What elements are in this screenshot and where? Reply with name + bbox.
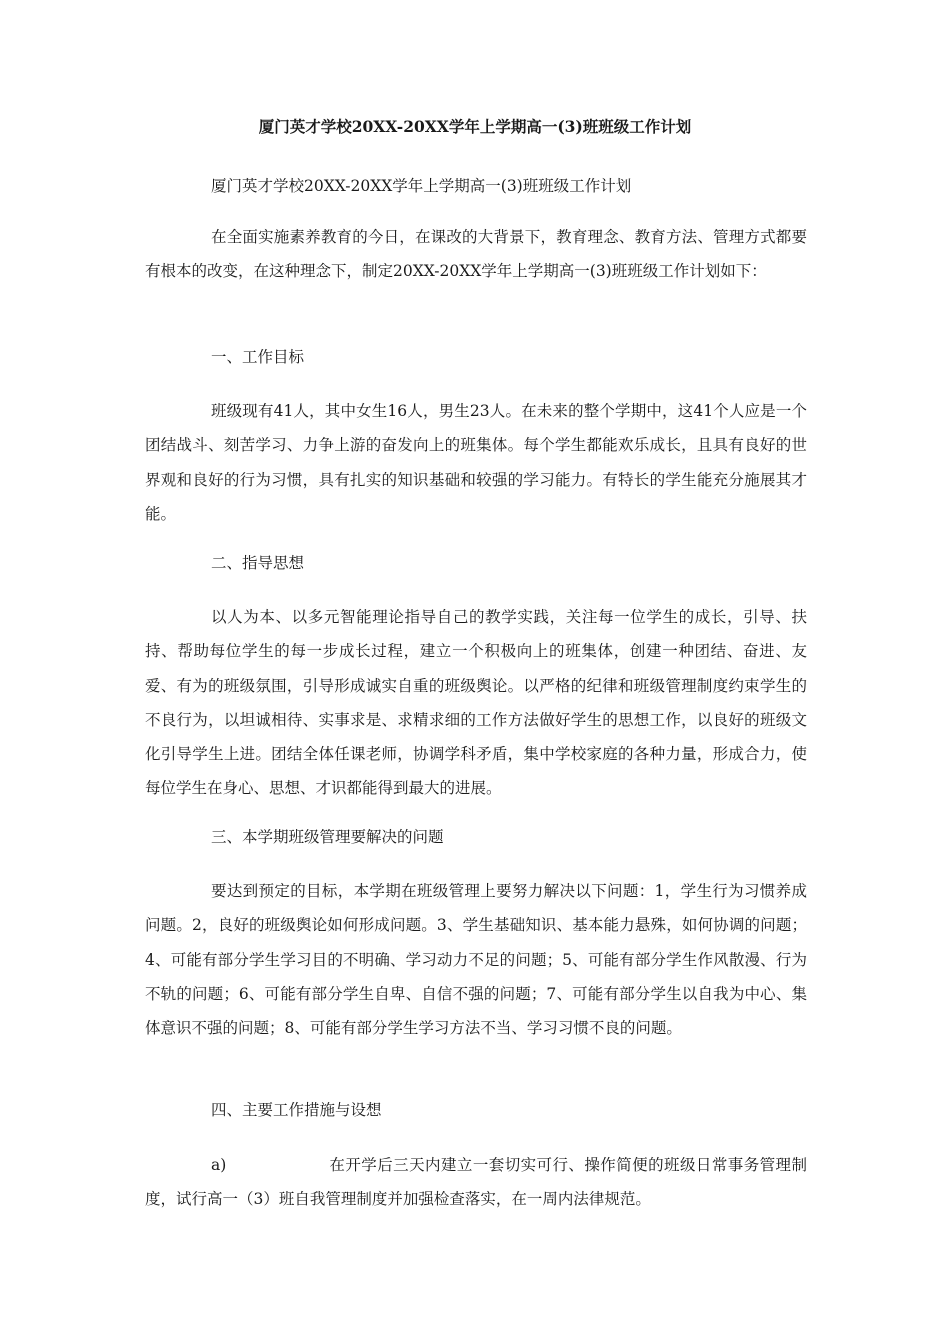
intro-paragraph: 在全面实施素养教育的今日，在课改的大背景下，教育理念、教育方法、管理方式都要有根本的改变，在这种理念下，制定20XX-20XX学年上学期高一(3)班班级工作计划如下： — [145, 228, 807, 281]
section-heading-guiding-ideas: 二、指导思想 — [211, 554, 305, 572]
section-heading-problems: 三、本学期班级管理要解决的问题 — [211, 828, 444, 846]
list-marker: a) — [211, 1156, 227, 1174]
section-body-guiding-ideas: 以人为本、以多元智能理论指导自己的教学实践，关注每一位学生的成长，引导、扶持、帮助每位学生的每一步成长过程，建立一个积极向上的班集体，创建一种团结、奋进、友爱、有为的班级氛围，引导形成诚实自重的班级舆论。以严格的纪律和班级管理制度约束学生的不良行为，以坦诚相待、实事求是、求精求细的工作方法做好学生的思想工作，以良好的班级文化引导学生上进。团结全体任课老师，协调学科矛盾，集中学校家庭的各种力量，形成合力，使每位学生在身心、思想、才识都能得到最大的进展。 — [145, 608, 807, 798]
section-body-problems: 要达到预定的目标，本学期在班级管理上要努力解决以下问题：1，学生行为习惯养成问题。2，良好的班级舆论如何形成问题。3、学生基础知识、基本能力悬殊，如何协调的问题；4、可能有部分学生学习目的不明确、学习动力不足的问题；5、可能有部分学生作风散漫、行为不轨的问题；6、可能有部分学生自卑、自信不强的问题；7、可能有部分学生以自我为中心、集体意识不强的问题；8、可能有部分学生学习方法不当、学习习惯不良的问题。 — [145, 882, 807, 1038]
section-body-goals: 班级现有41人，其中女生16人，男生23人。在未来的整个学期中，这41个人应是一个团结战斗、刻苦学习、力争上游的奋发向上的班集体。每个学生都能欢乐成长，且具有良好的世界观和良好的行为习惯，具有扎实的知识基础和较强的学习能力。有特长的学生能充分施展其才能。 — [145, 402, 807, 523]
measure-item-text: 在开学后三天内建立一套切实可行、操作简便的班级日常事务管理制度，试行高一（3）班自我管理制度并加强检查落实，在一周内法律规范。 — [145, 1156, 807, 1209]
measure-item — [145, 1148, 807, 1217]
section-heading-measures: 四、主要工作措施与设想 — [211, 1101, 382, 1119]
document-title: 厦门英才学校20XX-20XX学年上学期高一(3)班班级工作计划 — [258, 117, 692, 136]
section-heading-goals: 一、工作目标 — [211, 348, 305, 366]
document-subtitle: 厦门英才学校20XX-20XX学年上学期高一(3)班班级工作计划 — [211, 177, 632, 195]
